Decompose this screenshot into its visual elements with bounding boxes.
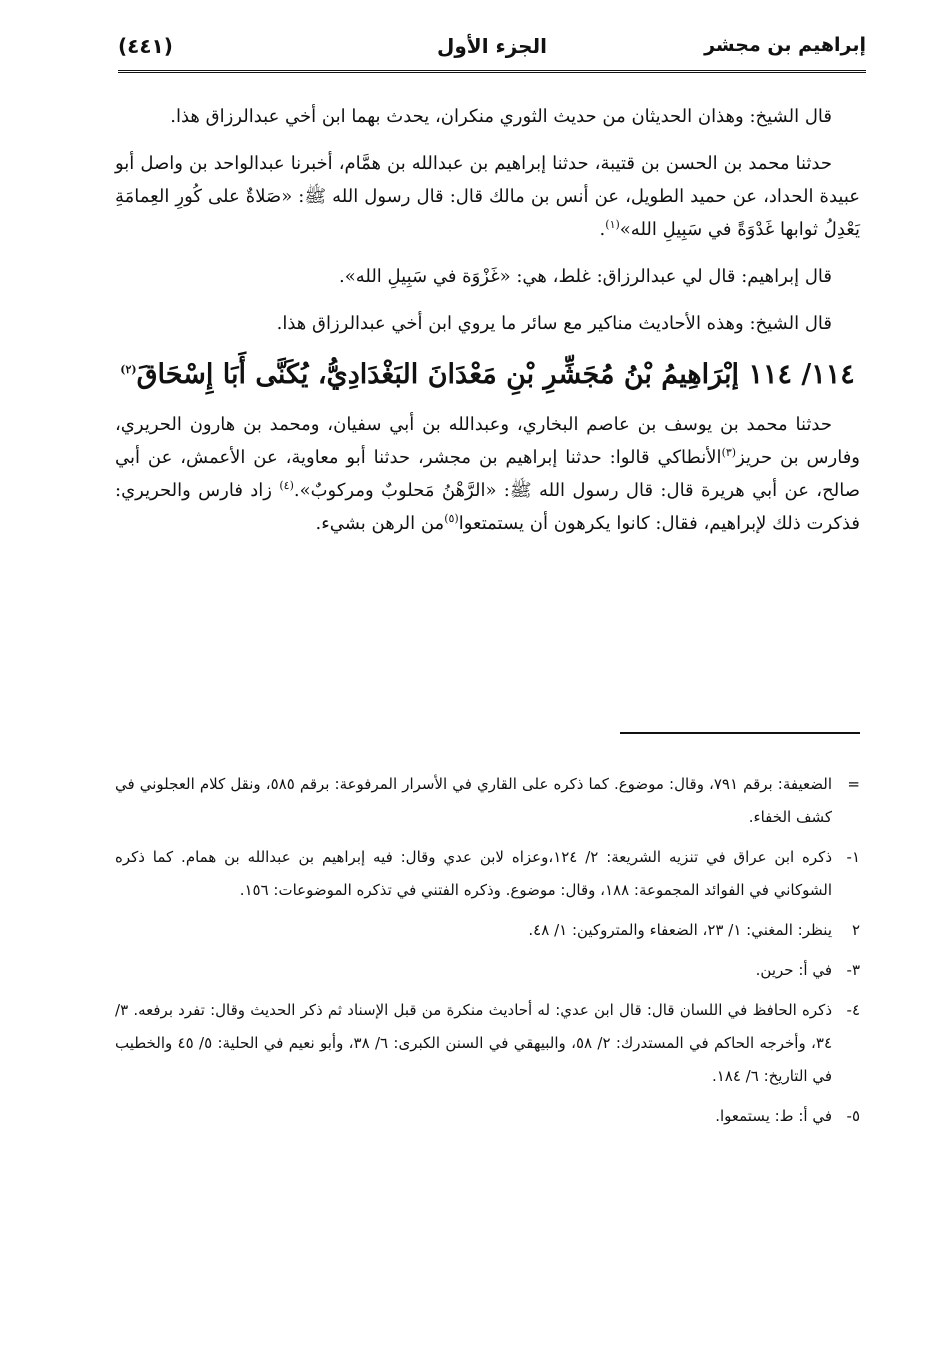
footnote-marker: ٤- xyxy=(846,1001,860,1019)
footnote-text: ينظر: المغني: ١/ ٢٣، الضعفاء والمتروكين: ١/ ٤٨. xyxy=(528,921,832,939)
header-divider xyxy=(118,70,866,73)
footnote-ref-1: (١) xyxy=(605,218,620,231)
footnote-5 xyxy=(115,1100,860,1133)
footnote-text: في أ: حرين. xyxy=(755,961,832,979)
footnote-marker: ٥- xyxy=(846,1107,860,1125)
footnote-divider xyxy=(620,732,860,734)
running-header xyxy=(118,30,866,64)
paragraph-5-part-a: حدثنا محمد بن يوسف بن عاصم البخاري، وعبدالله بن أبي سفيان، ومحمد بن هارون الحريري، وفارس بن حريز xyxy=(115,414,860,468)
footnote-continued xyxy=(115,768,860,834)
paragraph-1: قال الشيخ: وهذان الحديثان من حديث الثوري منكران، يحدث بهما ابن أخي عبدالرزاق هذا. xyxy=(170,106,832,127)
footnote-text: في أ: ط: يستمعوا. xyxy=(715,1107,832,1125)
page-number: (٤٤١) xyxy=(118,34,173,58)
entry-heading xyxy=(115,354,860,396)
footnote-ref-2: (٢) xyxy=(120,363,137,376)
paragraph-5 xyxy=(115,408,860,540)
paragraph-5-part-c: زاد فارس والحريري: فذكرت ذلك لإبراهيم، فقال: كانوا يكرهون أن يستمتعوا xyxy=(115,480,860,534)
footnote-2 xyxy=(115,914,860,947)
paragraph-3: قال إبراهيم: قال لي عبدالرزاق: غلط، هي: «غَزْوَة في سَبِيلِ الله». xyxy=(338,266,832,287)
footnote-ref-4: (٤) xyxy=(279,479,294,492)
main-text xyxy=(115,100,860,540)
footnote-text: ذكره ابن عراق في تنزيه الشريعة: ٢/ ١٢٤،وعزاه لابن عدي وقال: فيه إبراهيم بن عبدالله بن همام. كما ذكره الشوكاني في الفوائد المجموعة: ١٨٨، وقال: موضوع. وذكره الفتني في تذكره الموضوعات: ١٥٦. xyxy=(115,848,832,899)
footnote-marker: = xyxy=(847,775,860,793)
footnote-marker: ١- xyxy=(846,848,860,866)
footnote-text: الضعيفة: برقم ٧٩١، وقال: موضوع. كما ذكره على القاري في الأسرار المرفوعة: برقم ٥٨٥، ونقل كلام العجلوني في كشف الخفاء. xyxy=(115,775,832,826)
running-header-volume: الجزء الأول xyxy=(437,34,547,58)
paragraph-2 xyxy=(115,147,860,246)
footnote-text: ذكره الحافظ في اللسان قال: قال ابن عدي: له أحاديث منكرة من قبل الإسناد ثم ذكر الحديث وقال: تفرد برفعه. ٣/ ٣٤، وأخرجه الحاكم في المستدرك: ٢/ ٥٨، والبيهقي في السنن الكبرى: ٦/ ٣٨، وأبو نعيم في الحلية: ٥/ ٤٥ والخطيب في التاريخ: ٦/ ١٨٤. xyxy=(115,1001,833,1085)
entry-heading-text: ١١٤/ ١١٤ إبْرَاهِيمُ بْنُ مُجَشِّرِ بْنِ مَعْدَانَ البَغْدَادِيُّ، يُكَنَّى أَبَا إِسْحَاقَ xyxy=(136,359,855,390)
footnote-3 xyxy=(115,954,860,987)
footnote-4 xyxy=(115,994,860,1093)
footnote-marker: ٣- xyxy=(846,961,860,979)
paragraph-5-part-d: من الرهن بشيء. xyxy=(315,513,445,534)
running-header-author: إبراهيم بن مجشر xyxy=(704,34,866,56)
paragraph-2-end: . xyxy=(599,219,606,240)
paragraph-5-part-b: الأنطاكي قالوا: حدثنا إبراهيم بن مجشر، حدثنا أبو معاوية، عن الأعمش، عن أبي صالح، عن أبي هريرة قال: قال رسول الله ﷺ: «الرَّهْنُ مَحلوبٌ ومركوبٌ». xyxy=(115,447,860,501)
footnote-1 xyxy=(115,841,860,907)
footnote-ref-3: (٣) xyxy=(721,446,737,459)
footnote-marker: ٢ xyxy=(851,921,860,939)
paragraph-2-text: حدثنا محمد بن الحسن بن قتيبة، حدثنا إبراهيم بن عبدالله بن همَّام، أخبرنا عبدالواحد بن واصل أبو عبيدة الحداد، عن حميد الطويل، عن أنس بن مالك قال: قال رسول الله ﷺ: «صَلاةٌ على كُورِ العِمامَةِ يَعْدِلُ ثوابها غَدْوَةً في سَبِيلِ الله» xyxy=(115,153,860,240)
footnotes xyxy=(115,768,860,1140)
paragraph-4: قال الشيخ: وهذه الأحاديث مناكير مع سائر ما يروي ابن أخي عبدالرزاق هذا. xyxy=(276,313,832,334)
footnote-ref-5: (٥) xyxy=(444,512,459,525)
